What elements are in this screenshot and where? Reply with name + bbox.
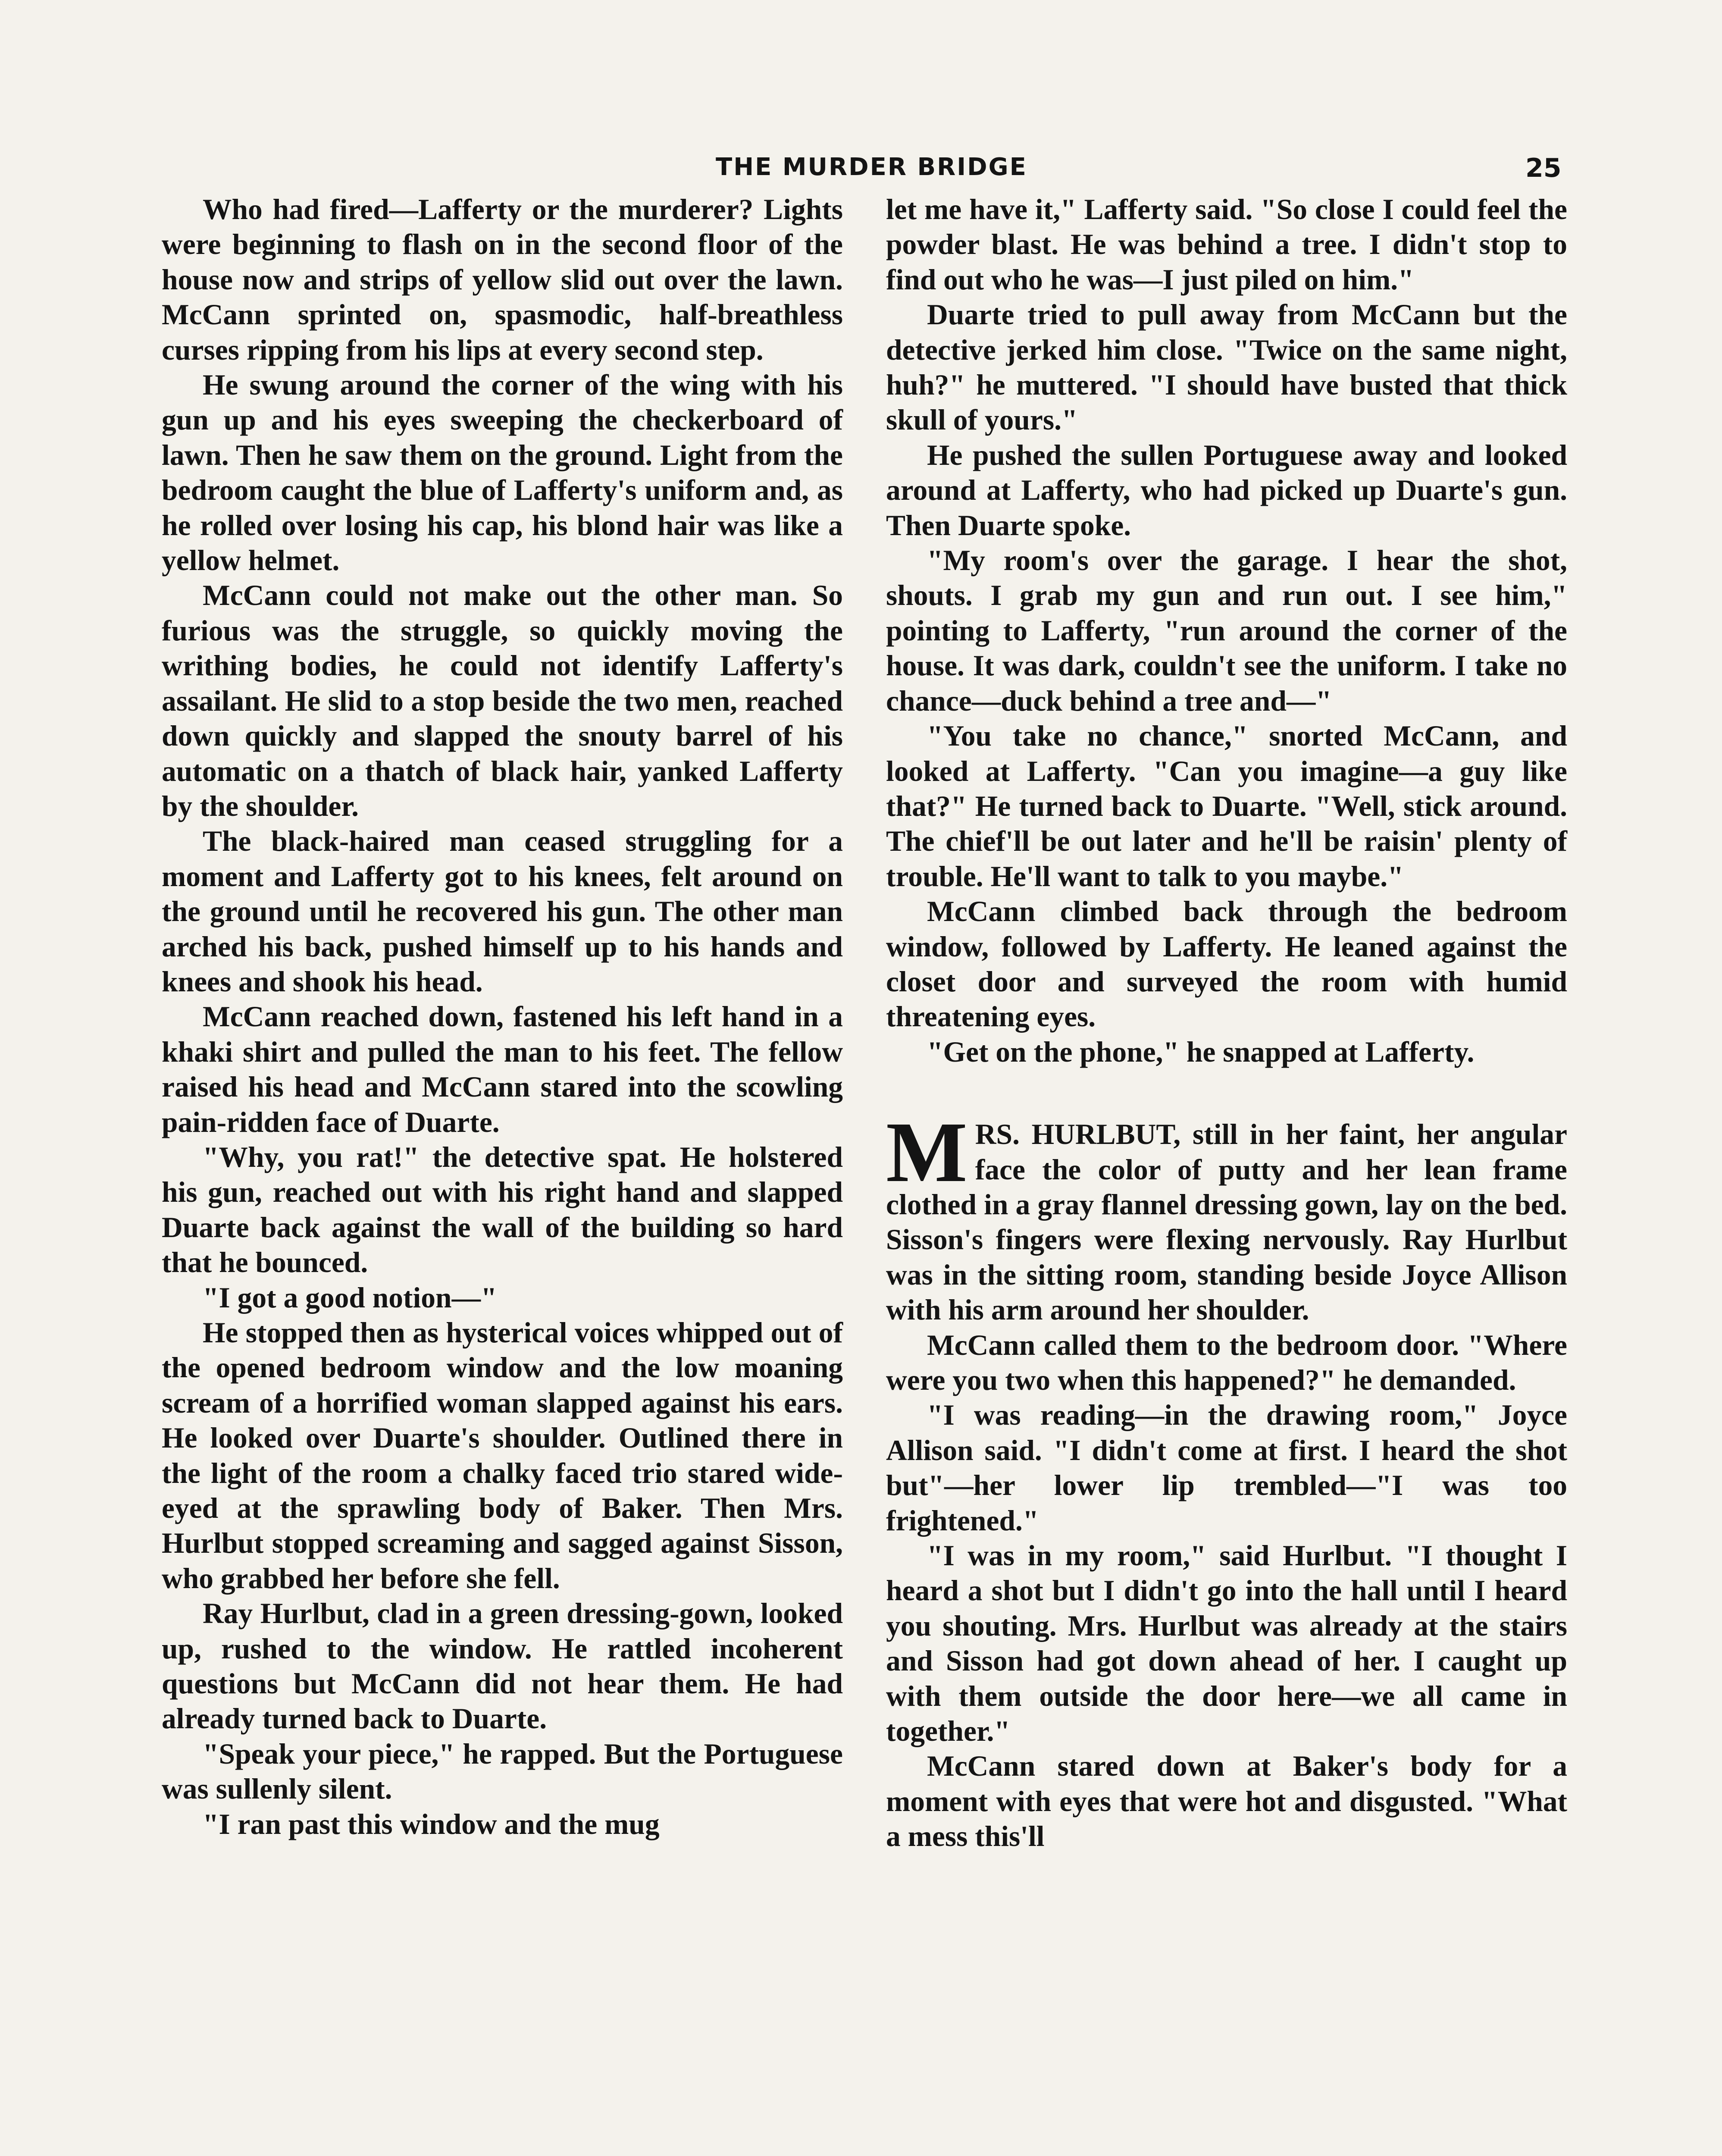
paragraph: McCann climbed back through the bedroom window, followed by Lafferty. He leaned against the closet door and surveyed the room with humid threatening eyes.: [886, 895, 1567, 1033]
paragraph: McCann called them to the bedroom door. "Where were you two when this happened?" he demanded.: [886, 1329, 1567, 1396]
paragraph: "I was reading—in the drawing room," Joyce Allison said. "I didn't come at first. I heard the shot but"—her lower lip trembled—"I was too frightened.": [886, 1399, 1567, 1537]
section-break: [886, 1069, 1567, 1117]
right-column: [886, 192, 1567, 1854]
paragraph: "Get on the phone," he snapped at Lafferty.: [927, 1035, 1475, 1068]
drop-cap-paragraph: [886, 1105, 1567, 1327]
paragraph: He pushed the sullen Portuguese away and looked around at Lafferty, who had picked up Duarte's gun. Then Duarte spoke.: [886, 439, 1567, 542]
paragraph: "My room's over the garage. I hear the shot, shouts. I grab my gun and run out. I see him," pointing to Lafferty, "run around the corner of the house. It was dark, couldn't see the uniform. I take no chance—duck behind a tree and—": [886, 544, 1567, 717]
running-title: THE MURDER BRIDGE: [716, 153, 1027, 181]
paragraph: "I got a good notion—": [203, 1281, 497, 1314]
paragraph: Who had fired—Lafferty or the murderer? Lights were beginning to flash on in the second floor of the house now and strips of yellow slid out over the lawn. McCann sprinted on, spasmodic, half-breathless curses ripping from his lips at every second step.: [162, 193, 843, 366]
paragraph: Ray Hurlbut, clad in a green dressing-gown, looked up, rushed to the window. He rattled incoherent questions but McCann did not hear them. He had already turned back to Duarte.: [162, 1597, 843, 1735]
paragraph: "Speak your piece," he rapped. But the Portuguese was sullenly silent.: [162, 1737, 843, 1805]
paragraph: McCann could not make out the other man. So furious was the struggle, so quickly moving the writhing bodies, he could not identify Lafferty's assailant. He slid to a stop beside the two men, reached down quickly and slapped the snouty barrel of his automatic on a thatch of black hair, yanked Lafferty by the shoulder.: [162, 579, 843, 822]
paragraph: "Why, you rat!" the detective spat. He holstered his gun, reached out with his right hand and slapped Duarte back against the wall of the building so hard that he bounced.: [162, 1141, 843, 1279]
drop-cap-initial: M: [886, 1105, 967, 1200]
drop-cap-paragraph-text: RS. HURLBUT, still in her faint, her angular face the color of putty and her lean frame clothed in a gray flannel dressing gown, lay on the bed. Sisson's fingers were flexing nervously. Ray Hurlbut was in the sitting room, standing beside Joyce Allison with his arm around her shoulder.: [886, 1118, 1567, 1326]
paragraph: McCann reached down, fastened his left hand in a khaki shirt and pulled the man to his feet. The fellow raised his head and McCann stared into the scowling pain-ridden face of Duarte.: [162, 1000, 843, 1138]
paragraph: "I was in my room," said Hurlbut. "I thought I heard a shot but I didn't go into the hall until I heard you shouting. Mrs. Hurlbut was already at the stairs and Sisson had got down ahead of her. I caught up with them outside the door here—we all came in together.": [886, 1539, 1567, 1748]
paragraph: McCann stared down at Baker's body for a moment with eyes that were hot and disgusted. "What a mess this'll: [886, 1750, 1567, 1853]
page-header: [0, 153, 1722, 192]
paragraph: The black-haired man ceased struggling for a moment and Lafferty got to his knees, felt around on the ground until he recovered his gun. The other man arched his back, pushed himself up to his hands and knees and shook his head.: [162, 825, 843, 998]
paragraph: let me have it," Lafferty said. "So close I could feel the powder blast. He was behind a tree. I didn't stop to find out who he was—I just piled on him.": [886, 193, 1567, 296]
page-number: 25: [1525, 153, 1562, 183]
paragraph: He stopped then as hysterical voices whipped out of the opened bedroom window and the low moaning scream of a horrified woman slapped against his ears. He looked over Duarte's shoulder. Outlined there in the light of the room a chalky faced trio stared wide-eyed at the sprawling body of Baker. Then Mrs. Hurlbut stopped screaming and sagged against Sisson, who grabbed her before she fell.: [162, 1316, 843, 1595]
left-column: [162, 192, 843, 1842]
paragraph: "I ran past this window and the mug: [203, 1808, 660, 1840]
paragraph: He swung around the corner of the wing with his gun up and his eyes sweeping the checkerboard of lawn. Then he saw them on the ground. Light from the bedroom caught the blue of Lafferty's uniform and, as he rolled over losing his cap, his blond hair was like a yellow helmet.: [162, 369, 843, 577]
paragraph: Duarte tried to pull away from McCann but the detective jerked him close. "Twice on the same night, huh?" he muttered. "I should have busted that thick skull of yours.": [886, 298, 1567, 436]
paragraph: "You take no chance," snorted McCann, and looked at Lafferty. "Can you imagine—a guy like that?" He turned back to Duarte. "Well, stick around. The chief'll be out later and he'll be raisin' plenty of trouble. He'll want to talk to you maybe.": [886, 720, 1567, 893]
